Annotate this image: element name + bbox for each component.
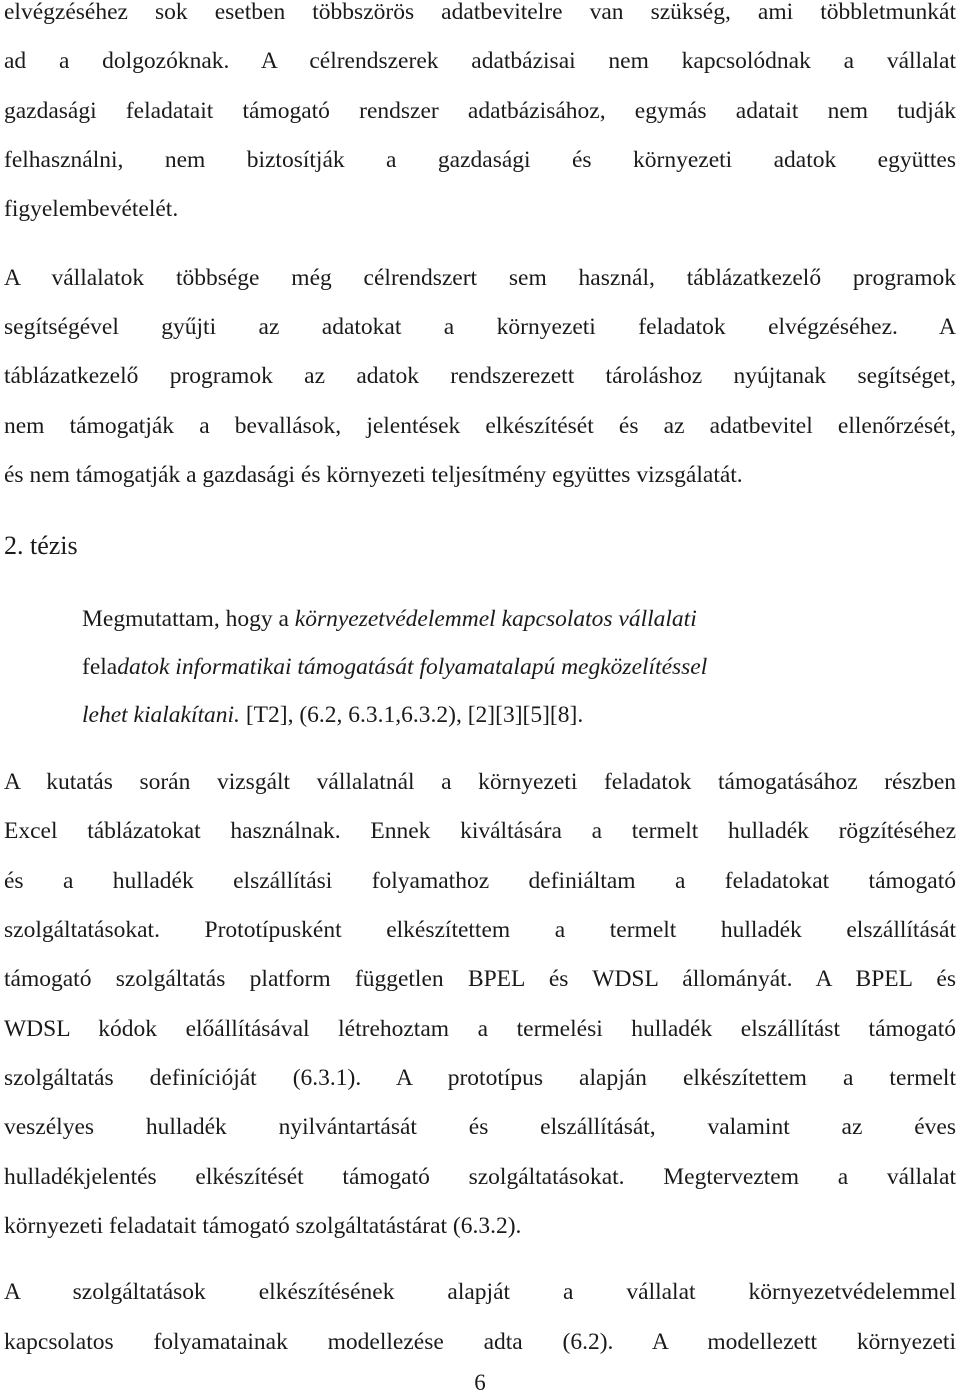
text-line: kapcsolatos folyamatainak modellezése adta (6.2). A modellezett környezeti: [4, 1329, 956, 1355]
text-line: A szolgáltatások elkészítésének alapját a vállalat környezetvédelemmel: [4, 1279, 956, 1305]
thesis-line: [82, 691, 882, 739]
text-line: és a hulladék elszállítási folyamathoz definiáltam a feladatokat támogató: [4, 868, 956, 894]
text-line: WDSL kódok előállításával létrehoztam a termelési hulladék elszállítást támogató: [4, 1016, 956, 1042]
text-line: segítségével gyűjti az adatokat a környezeti feladatok elvégzéséhez. A: [4, 314, 956, 340]
text-line: veszélyes hulladék nyilvántartását és elszállítását, valamint az éves: [4, 1114, 956, 1140]
thesis-text: Megmutattam, hogy a: [82, 606, 295, 632]
page-number: 6: [474, 1370, 486, 1395]
text-line: elvégzéséhez sok esetben többszörös adatbevitelre van szükség, ami többletmunkát: [4, 0, 956, 25]
thesis-line: [82, 643, 882, 691]
text-line: szolgáltatás definícióját (6.3.1). A prototípus alapján elkészítettem a termelt: [4, 1065, 956, 1091]
text-line: szolgáltatásokat. Prototípusként elkészítettem a termelt hulladék elszállítását: [4, 917, 956, 943]
text-line: és nem támogatják a gazdasági és környezeti teljesítmény együttes vizsgálatát.: [4, 462, 743, 488]
thesis-references: [T2], (6.2, 6.3.1,6.3.2), [2][3][5][8].: [239, 702, 584, 728]
thesis-italic-text: datok informatikai támogatását folyamatalapú megközelítéssel: [117, 654, 708, 680]
text-line: figyelembevételét.: [4, 196, 179, 222]
text-line: gazdasági feladatait támogató rendszer adatbázisához, egymás adatait nem tudják: [4, 98, 956, 124]
text-line: felhasználni, nem biztosítják a gazdasági és környezeti adatok együttes: [4, 147, 956, 173]
text-line: A kutatás során vizsgált vállalatnál a környezeti feladatok támogatásához részben: [4, 769, 956, 795]
text-line: támogató szolgáltatás platform független BPEL és WDSL állományát. A BPEL és: [4, 966, 956, 992]
text-line: nem támogatják a bevallások, jelentések elkészítését és az adatbevitel ellenőrzését,: [4, 413, 956, 439]
thesis-italic-text: lehet kialakítani.: [82, 702, 240, 728]
text-line: ad a dolgozóknak. A célrendszerek adatbázisai nem kapcsolódnak a vállalat: [4, 48, 956, 74]
thesis-text: fela: [82, 654, 118, 680]
text-line: táblázatkezelő programok az adatok rendszerezett tároláshoz nyújtanak segítséget,: [4, 363, 956, 389]
thesis-line: [82, 595, 882, 643]
text-line: A vállalatok többsége még célrendszert sem használ, táblázatkezelő programok: [4, 265, 956, 291]
text-line: környezeti feladatait támogató szolgáltatástárat (6.3.2).: [4, 1213, 522, 1239]
thesis-italic-text: környezetvédelemmel kapcsolatos vállalati: [294, 606, 697, 632]
thesis-heading: 2. tézis: [4, 531, 78, 560]
thesis-statement: [82, 595, 882, 739]
text-line: hulladékjelentés elkészítését támogató szolgáltatásokat. Megterveztem a vállalat: [4, 1164, 956, 1190]
text-line: Excel táblázatokat használnak. Ennek kiváltására a termelt hulladék rögzítéséhez: [4, 818, 956, 844]
